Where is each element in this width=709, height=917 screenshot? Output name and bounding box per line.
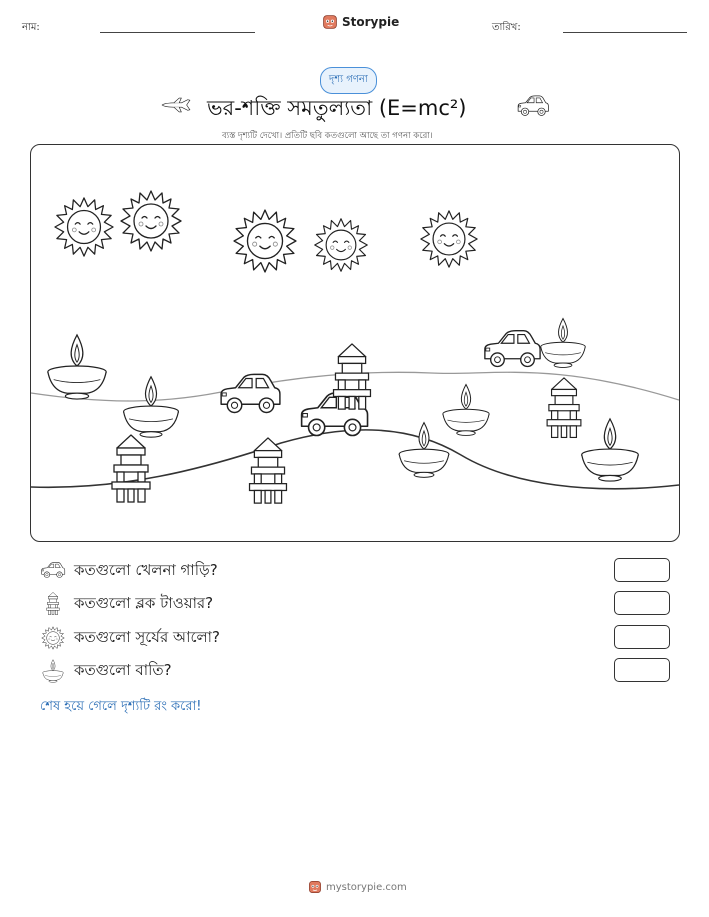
answer-box[interactable] (614, 658, 670, 682)
sun-icon (421, 211, 477, 267)
toy-car-icon (221, 374, 280, 412)
date-label: তারিখ: (492, 22, 521, 33)
oil-lamp-icon (48, 335, 106, 399)
brand-name: Storypie (342, 15, 400, 29)
oil-lamp-icon (541, 318, 586, 367)
block-tower-icon (250, 438, 287, 503)
oil-lamp-icon (40, 659, 66, 683)
toy-car-icon (302, 393, 368, 436)
question-row (40, 558, 670, 584)
name-label: নাম: (22, 22, 40, 33)
question-text: কতগুলো ব্লক টাওয়ার? (74, 593, 214, 612)
mascot-icon (322, 14, 338, 30)
question-row (40, 591, 670, 617)
toy-car-icon (485, 331, 540, 367)
coloring-note: শেষ হয়ে গেলে দৃশ্যটি রং করো! (40, 699, 202, 714)
activity-badge: দৃশ্য গণনা (320, 67, 377, 94)
mascot-icon (308, 880, 322, 894)
name-line[interactable] (100, 32, 255, 33)
question-text: কতগুলো সূর্যের আলো? (74, 627, 220, 646)
site-url: mystorypie.com (326, 881, 407, 893)
block-tower-icon (547, 378, 581, 438)
brand-logo (322, 14, 399, 30)
question-row (40, 625, 670, 651)
block-tower-icon (334, 344, 371, 409)
date-line[interactable] (563, 32, 687, 33)
oil-lamp-icon (399, 423, 449, 478)
sun-icon (315, 219, 368, 272)
scene-illustration (31, 145, 679, 541)
toy-car-icon (516, 95, 550, 119)
counting-scene (30, 144, 680, 542)
page-title: ভর-শক্তি সমতুল্যতা (E=mc²) (207, 96, 467, 120)
answer-box[interactable] (614, 558, 670, 582)
answer-box[interactable] (614, 591, 670, 615)
block-tower-icon (40, 592, 66, 616)
oil-lamp-icon (443, 385, 489, 436)
sun-icon (121, 191, 181, 251)
sun-icon (234, 210, 296, 272)
instructions: ব্যস্ত দৃশ্যটি দেখো। প্রতিটি ছবি কতগুলো আছে তা গণনা করো। (222, 131, 433, 141)
toy-car-icon (40, 561, 66, 581)
oil-lamp-icon (124, 377, 179, 437)
answer-box[interactable] (614, 625, 670, 649)
question-text: কতগুলো খেলনা গাড়ি? (74, 560, 218, 579)
question-row (40, 658, 670, 684)
sun-icon (40, 626, 66, 650)
site-footer (308, 880, 407, 894)
airplane-icon (160, 95, 192, 115)
sun-icon (55, 198, 113, 256)
oil-lamp-icon (582, 419, 639, 481)
question-text: কতগুলো বাতি? (74, 660, 172, 679)
block-tower-icon (112, 435, 150, 502)
